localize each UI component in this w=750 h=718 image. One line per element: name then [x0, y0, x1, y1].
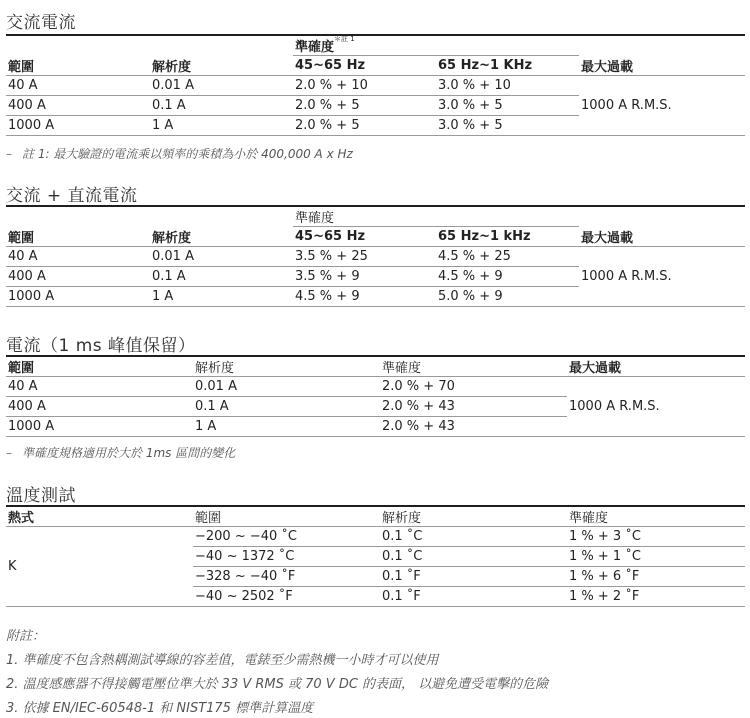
- header-range: 範圍: [8, 59, 35, 75]
- table-row: K −200 ~ −40 ˚C 0.1 ˚C 1 % + 3 ˚C: [6, 527, 745, 547]
- thermocouple-type: K: [6, 527, 193, 607]
- header-65hz-1khz: 65 Hz~1 KHz: [438, 58, 533, 73]
- header-45-65hz: 45~65 Hz: [295, 229, 366, 244]
- table-row: −40 ~ 1372 ˚C 0.1 ˚C 1 % + 1 ˚C: [6, 547, 745, 567]
- ac-current-table: [6, 34, 745, 136]
- header-resolution: 解析度: [152, 59, 192, 75]
- acdc-current-title: 交流 + 直流電流: [6, 186, 138, 206]
- temperature-title: 溫度測試: [6, 486, 76, 506]
- header-45-65hz: 45~65 Hz: [295, 58, 366, 73]
- table-row: −40 ~ 2502 ˚F 0.1 ˚F 1 % + 2 ˚F: [6, 587, 745, 607]
- footnote-item: 3. 依據 EN/IEC-60548-1 和 NIST175 標準計算溫度: [6, 701, 314, 716]
- temperature-table: [6, 505, 745, 607]
- header-max-overload: 最大過載: [581, 59, 634, 75]
- table-row: −328 ~ −40 ˚F 0.1 ˚F 1 % + 6 ˚F: [6, 567, 745, 587]
- table-row: 40 A 0.01 A 3.5 % + 25 4.5 % + 25 1000 A R.M.S.: [6, 247, 745, 267]
- footnotes-heading: 附註：: [6, 629, 46, 644]
- header-accuracy: 準確度: [380, 356, 567, 377]
- acdc-current-table: [6, 205, 745, 307]
- accuracy-group-header: 準確度: [293, 206, 579, 227]
- header-range: 範圍: [193, 506, 380, 527]
- header-max-overload: 最大過載: [581, 230, 634, 246]
- header-thermocouple: 熱式: [6, 506, 193, 527]
- header-resolution: 解析度: [380, 506, 567, 527]
- ac-current-note: – 註 1: 最大驗證的電流乘以頻率的乘積為小於 400,000 A x Hz: [6, 147, 353, 161]
- accuracy-group-header: 準確度$^{*註 1}$: [293, 35, 579, 56]
- table-row: 1000 A 1 A 4.5 % + 9 5.0 % + 9: [6, 287, 745, 307]
- header-resolution: 解析度: [193, 356, 380, 377]
- max-overload-value: 1000 A R.M.S.: [567, 377, 745, 437]
- peak-current-title: 電流（1 ms 峰值保留）: [6, 336, 196, 356]
- header-max-overload: 最大過載: [567, 356, 745, 377]
- max-overload-value: 1000 A R.M.S.: [579, 76, 745, 136]
- max-overload-value: 1000 A R.M.S.: [579, 247, 745, 307]
- peak-current-table: [6, 355, 745, 437]
- table-row: 400 A 0.1 A 2.0 % + 43: [6, 397, 745, 417]
- peak-current-note: – 準確度規格適用於大於 1ms 區間的變化: [6, 446, 236, 460]
- table-row: 1000 A 1 A 2.0 % + 43: [6, 417, 745, 437]
- header-65hz-1khz: 65 Hz~1 kHz: [438, 229, 531, 244]
- header-range: 範圍: [8, 230, 35, 246]
- footnote-item: 2. 溫度感應器不得接觸電壓位準大於 33 V RMS 或 70 V DC 的表面， 以避免遭受電擊的危險: [6, 677, 549, 692]
- footnote-item: 1. 準確度不包含熱耦測試導線的容差值，電錶至少需熱機一小時才可以使用: [6, 653, 439, 668]
- table-row: 1000 A 1 A 2.0 % + 5 3.0 % + 5: [6, 116, 745, 136]
- table-row: 40 A 0.01 A 2.0 % + 70 1000 A R.M.S.: [6, 377, 745, 397]
- footnotes: [6, 628, 548, 718]
- table-row: 400 A 0.1 A 3.5 % + 9 4.5 % + 9: [6, 267, 745, 287]
- table-row: 40 A 0.01 A 2.0 % + 10 3.0 % + 10 1000 A R.M.S.: [6, 76, 745, 96]
- header-range: 範圍: [6, 356, 193, 377]
- note-marker: ＊註 1: [334, 35, 355, 43]
- header-accuracy: 準確度: [567, 506, 745, 527]
- table-row: 400 A 0.1 A 2.0 % + 5 3.0 % + 5: [6, 96, 745, 116]
- header-resolution: 解析度: [152, 230, 192, 246]
- ac-current-title: 交流電流: [6, 13, 76, 33]
